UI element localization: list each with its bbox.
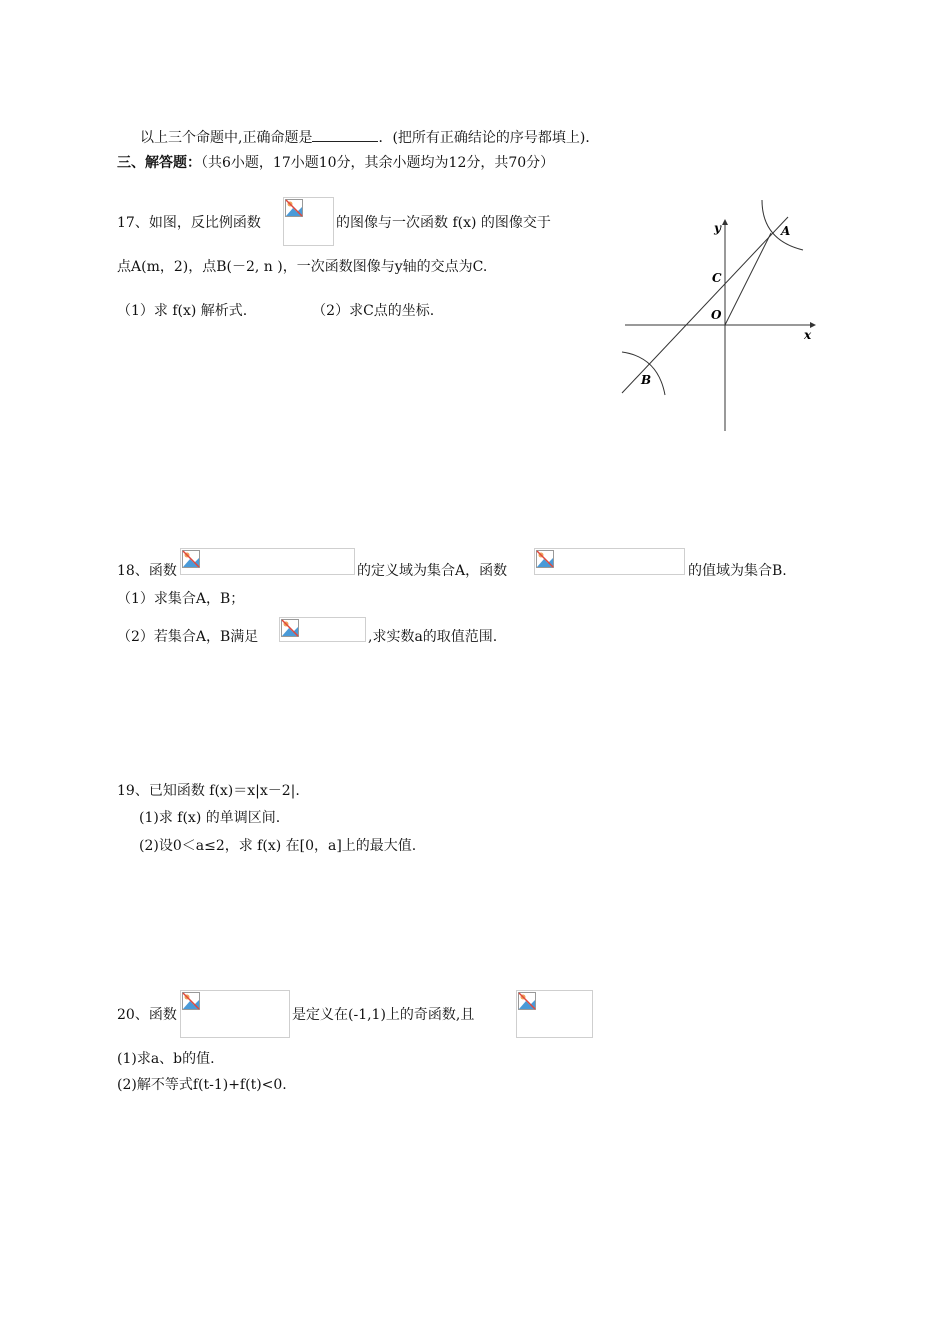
section-heading-line (117, 153, 554, 173)
intro-line (140, 127, 599, 148)
q18-part2-tail: ,求实数a的取值范围. (368, 629, 498, 645)
q18-formula2-image-placeholder (534, 548, 685, 575)
intro-tail: ．(把所有正确结论的序号都填上)． (378, 130, 600, 146)
q19-part1-line (139, 808, 280, 828)
q17-line2 (117, 257, 487, 277)
q20-lead: 20、函数 (117, 1007, 177, 1023)
q19-part2-line (139, 836, 416, 856)
q19-stem: 19、已知函数 f(x)＝x|x－2|. (117, 783, 300, 799)
q18-lead: 18、函数 (117, 563, 177, 579)
section-note: （共6小题，17小题10分，其余小题均为12分，共70分） (201, 155, 555, 171)
q19-part1: (1)求 f(x) 的单调区间. (139, 810, 281, 826)
broken-image-icon (182, 550, 200, 568)
x-label: x (804, 328, 812, 342)
q17-parts (117, 301, 434, 321)
q20-part1-line (117, 1049, 215, 1069)
segment-OA (725, 233, 771, 325)
q19-stem-line (117, 781, 300, 801)
q17-formula-image-placeholder (283, 197, 334, 246)
q20-part1: (1)求a、b的值. (117, 1051, 215, 1067)
q18-line1b (357, 561, 507, 581)
y-label: y (714, 221, 721, 235)
q19-part2: (2)设0＜a≤2，求 f(x) 在[0，a]上的最大值. (139, 838, 417, 854)
q20-mid: 是定义在(-1,1)上的奇函数,且 (292, 1007, 475, 1023)
q18-part1-line (117, 589, 244, 609)
linear-function-line (622, 217, 791, 393)
q18-part2-lead: （2）若集合A，B满足 (117, 629, 259, 645)
q18-formula1-image-placeholder (180, 548, 355, 575)
q18-part1: （1）求集合A，B； (117, 591, 245, 607)
q18-part2-line-b (368, 627, 497, 647)
q17-line2-text: 点A(m，2)，点B(－2, n )，一次函数图像与y轴的交点为C. (117, 259, 488, 275)
q20-line1b (292, 1005, 474, 1025)
q18-part2-line-a (117, 627, 258, 647)
section-heading: 三、解答题： (117, 155, 201, 171)
broken-image-icon (182, 992, 200, 1010)
q18-tail: 的值域为集合B. (688, 563, 787, 579)
q17-part2: （2）求C点的坐标. (312, 303, 435, 319)
q17-line1a (117, 213, 261, 233)
broken-image-icon (285, 199, 303, 217)
q18-mid: 的定义域为集合A，函数 (357, 563, 508, 579)
q17-coordinate-figure (610, 195, 830, 440)
q18-line1c (688, 561, 787, 581)
q17-line1b (336, 213, 551, 233)
point-b-label: B (641, 373, 652, 387)
answer-blank[interactable] (312, 127, 378, 142)
q18-line1a (117, 561, 177, 581)
q17-part1: （1）求 f(x) 解析式. (117, 303, 248, 319)
intro-text: 以上三个命题中,正确命题是 (140, 130, 313, 146)
q18-condition-image-placeholder (279, 617, 366, 642)
q20-condition-image-placeholder (516, 990, 593, 1038)
q20-formula-image-placeholder (180, 990, 290, 1038)
broken-image-icon (536, 550, 554, 568)
q20-line1a (117, 1005, 177, 1025)
q17-lead: 17、如图，反比例函数 (117, 215, 261, 231)
point-c-label: C (712, 271, 722, 285)
q17-mid: 的图像与一次函数 f(x) 的图像交于 (336, 215, 551, 231)
broken-image-icon (281, 619, 299, 637)
point-a-label: A (781, 224, 791, 238)
q20-part2: (2)解不等式f(t-1)+f(t)<0. (117, 1077, 287, 1093)
q20-part2-line (117, 1075, 287, 1095)
broken-image-icon (518, 992, 536, 1010)
origin-label: O (711, 308, 722, 322)
